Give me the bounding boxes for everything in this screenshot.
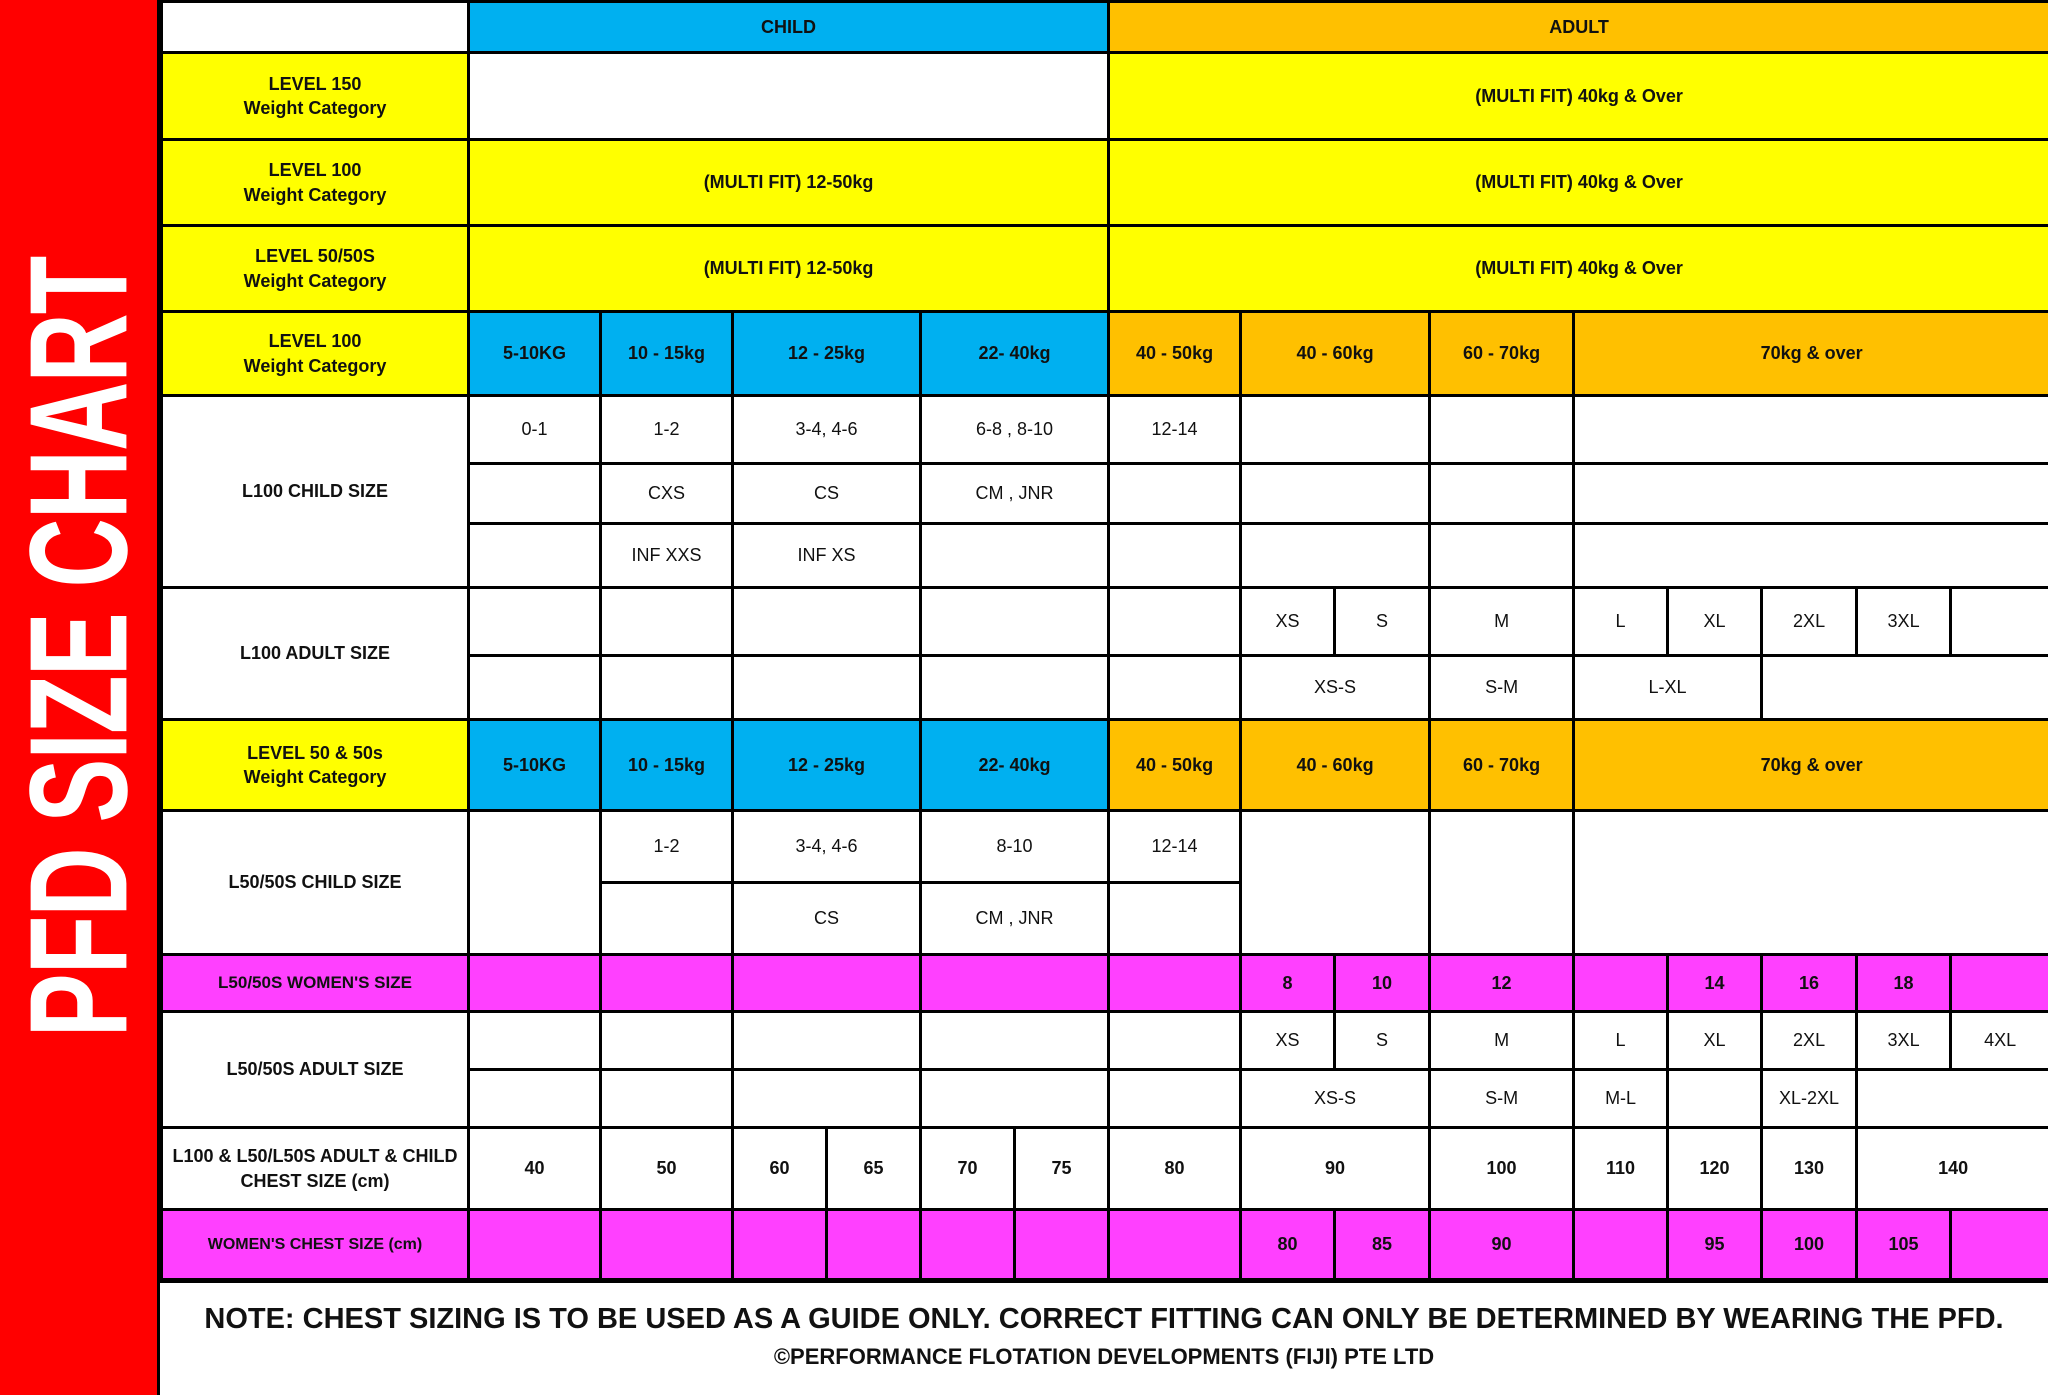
weight50-row	[162, 720, 2048, 811]
size-cell	[1109, 1070, 1241, 1128]
l100-adult-label: L100 ADULT SIZE	[162, 588, 469, 720]
weight50-label: LEVEL 50 & 50s Weight Category	[162, 720, 469, 811]
women-chest-label: WOMEN'S CHEST SIZE (cm)	[162, 1210, 469, 1280]
l50-child-row	[162, 811, 2048, 883]
size-cell	[601, 1070, 733, 1128]
size-cell: INF XS	[733, 524, 921, 588]
chest-cell: 85	[1335, 1210, 1430, 1280]
chest-cell: 90	[1430, 1210, 1574, 1280]
weight-cell: 5-10KG	[469, 720, 601, 811]
size-cell: 12-14	[1109, 811, 1241, 883]
size-cell	[1574, 396, 2048, 464]
chest-cell: 80	[1241, 1210, 1335, 1280]
size-cell	[1430, 396, 1574, 464]
weight-cell: 40 - 60kg	[1241, 720, 1430, 811]
size-cell: XS	[1241, 588, 1335, 656]
size-cell	[1241, 811, 1430, 955]
size-cell	[921, 656, 1109, 720]
size-cell	[1109, 656, 1241, 720]
size-cell: XL-2XL	[1762, 1070, 1857, 1128]
size-cell	[1574, 464, 2048, 524]
weight-cell: 60 - 70kg	[1430, 312, 1574, 396]
size-cell: 12	[1430, 955, 1574, 1012]
size-cell: S-M	[1430, 1070, 1574, 1128]
size-cell: 1-2	[601, 396, 733, 464]
size-cell	[1241, 396, 1430, 464]
size-cell	[601, 656, 733, 720]
l50-child-label: L50/50S CHILD SIZE	[162, 811, 469, 955]
size-cell: L	[1574, 588, 1668, 656]
size-cell: XS-S	[1241, 656, 1430, 720]
header-row	[162, 2, 2048, 53]
size-cell	[601, 955, 733, 1012]
size-cell: M-L	[1574, 1070, 1668, 1128]
size-cell	[1951, 588, 2048, 656]
size-cell: CS	[733, 464, 921, 524]
l100-child-label: L100 CHILD SIZE	[162, 396, 469, 588]
size-cell: L-XL	[1574, 656, 1762, 720]
weight100-label: LEVEL 100 Weight Category	[162, 312, 469, 396]
size-cell	[921, 588, 1109, 656]
size-cell: M	[1430, 1012, 1574, 1070]
women-size-label: L50/50S WOMEN'S SIZE	[162, 955, 469, 1012]
weight-cell: 40 - 60kg	[1241, 312, 1430, 396]
copyright-text: ©PERFORMANCE FLOTATION DEVELOPMENTS (FIJI) PTE LTD	[773, 1344, 1435, 1369]
size-cell	[921, 1070, 1109, 1128]
size-cell	[1951, 955, 2048, 1012]
size-cell	[1762, 656, 2048, 720]
weight-cell: 22- 40kg	[921, 312, 1109, 396]
level50-row	[162, 226, 2048, 312]
size-cell	[469, 524, 601, 588]
l50-adult-row	[162, 1012, 2048, 1070]
size-cell: 2XL	[1762, 1012, 1857, 1070]
size-cell: 6-8 , 8-10	[921, 396, 1109, 464]
l100-adult-row	[162, 588, 2048, 656]
size-cell: 3-4, 4-6	[733, 811, 921, 883]
size-cell: XS-S	[1241, 1070, 1430, 1128]
chest-cell	[827, 1210, 921, 1280]
level100-label: LEVEL 100 Weight Category	[162, 140, 469, 226]
chest-cell: 65	[827, 1128, 921, 1210]
size-cell	[469, 656, 601, 720]
size-cell	[921, 524, 1109, 588]
size-cell	[1109, 464, 1241, 524]
level100-adult: (MULTI FIT) 40kg & Over	[1109, 140, 2048, 226]
side-title: PFD SIZE CHART	[1, 256, 157, 1038]
size-cell: 8	[1241, 955, 1335, 1012]
weight-cell: 40 - 50kg	[1109, 312, 1241, 396]
size-cell: 3XL	[1857, 1012, 1951, 1070]
child-header: CHILD	[469, 2, 1109, 53]
size-cell	[1109, 524, 1241, 588]
chest-cell: 60	[733, 1128, 827, 1210]
level50-label: LEVEL 50/50S Weight Category	[162, 226, 469, 312]
size-cell: 1-2	[601, 811, 733, 883]
weight100-row	[162, 312, 2048, 396]
level150-adult: (MULTI FIT) 40kg & Over	[1109, 53, 2048, 140]
size-cell: 16	[1762, 955, 1857, 1012]
chest-cell: 105	[1857, 1210, 1951, 1280]
size-cell: 0-1	[469, 396, 601, 464]
size-cell	[601, 588, 733, 656]
chest-cell	[733, 1210, 827, 1280]
l100-child-row	[162, 396, 2048, 464]
size-chart-table	[160, 0, 2048, 1281]
level50-adult: (MULTI FIT) 40kg & Over	[1109, 226, 2048, 312]
side-banner	[0, 0, 160, 1395]
size-cell: 4XL	[1951, 1012, 2048, 1070]
size-cell: 3-4, 4-6	[733, 396, 921, 464]
size-cell	[1574, 524, 2048, 588]
chest-cell: 100	[1762, 1210, 1857, 1280]
size-cell	[1430, 811, 1574, 955]
chest-cell: 40	[469, 1128, 601, 1210]
weight-cell: 22- 40kg	[921, 720, 1109, 811]
size-cell	[469, 955, 601, 1012]
size-cell	[469, 1012, 601, 1070]
chest-cell	[469, 1210, 601, 1280]
chest-cell: 95	[1668, 1210, 1762, 1280]
size-cell: XL	[1668, 1012, 1762, 1070]
size-cell: 3XL	[1857, 588, 1951, 656]
size-cell: CM , JNR	[921, 883, 1109, 955]
chest-cell	[921, 1210, 1015, 1280]
size-cell	[921, 1012, 1109, 1070]
size-cell	[601, 883, 733, 955]
level150-label: LEVEL 150 Weight Category	[162, 53, 469, 140]
chest-cell	[1015, 1210, 1109, 1280]
weight-cell: 40 - 50kg	[1109, 720, 1241, 811]
size-cell	[1109, 883, 1241, 955]
size-cell: 8-10	[921, 811, 1109, 883]
size-cell	[469, 811, 601, 955]
size-cell: 12-14	[1109, 396, 1241, 464]
women-size-row	[162, 955, 2048, 1012]
weight-cell: 70kg & over	[1574, 720, 2048, 811]
size-cell: CM , JNR	[921, 464, 1109, 524]
size-cell	[1430, 524, 1574, 588]
size-cell: 18	[1857, 955, 1951, 1012]
chest-size-label: L100 & L50/L50S ADULT & CHILD CHEST SIZE (cm)	[162, 1128, 469, 1210]
chest-cell	[1109, 1210, 1241, 1280]
note-text: NOTE: CHEST SIZING IS TO BE USED AS A GUIDE ONLY. CORRECT FITTING CAN ONLY BE DETERMINED BY WEARING THE PFD.	[204, 1303, 2004, 1335]
size-cell	[1109, 588, 1241, 656]
chest-cell: 50	[601, 1128, 733, 1210]
size-cell	[733, 955, 921, 1012]
size-cell: L	[1574, 1012, 1668, 1070]
header-blank	[162, 2, 469, 53]
size-cell	[601, 1012, 733, 1070]
chest-cell: 100	[1430, 1128, 1574, 1210]
weight-cell: 70kg & over	[1574, 312, 2048, 396]
chest-cell: 70	[921, 1128, 1015, 1210]
size-cell: XS	[1241, 1012, 1335, 1070]
weight-cell: 12 - 25kg	[733, 720, 921, 811]
level100-row	[162, 140, 2048, 226]
chest-cell	[1951, 1210, 2048, 1280]
weight-cell: 12 - 25kg	[733, 312, 921, 396]
size-cell: S	[1335, 1012, 1430, 1070]
women-chest-row	[162, 1210, 2048, 1280]
adult-header: ADULT	[1109, 2, 2048, 53]
size-cell	[733, 1012, 921, 1070]
size-cell	[1857, 1070, 2048, 1128]
l50-adult-label: L50/50S ADULT SIZE	[162, 1012, 469, 1128]
size-cell: 14	[1668, 955, 1762, 1012]
chest-cell: 110	[1574, 1128, 1668, 1210]
size-cell	[733, 656, 921, 720]
size-cell	[1241, 464, 1430, 524]
chest-cell: 140	[1857, 1128, 2048, 1210]
size-cell: S-M	[1430, 656, 1574, 720]
chest-cell: 120	[1668, 1128, 1762, 1210]
size-cell: CS	[733, 883, 921, 955]
chest-cell: 130	[1762, 1128, 1857, 1210]
size-cell	[469, 588, 601, 656]
size-cell	[1668, 1070, 1762, 1128]
size-cell	[733, 588, 921, 656]
size-cell	[921, 955, 1109, 1012]
size-cell	[1574, 811, 2048, 955]
chest-cell	[601, 1210, 733, 1280]
size-cell	[469, 464, 601, 524]
weight-cell: 5-10KG	[469, 312, 601, 396]
level150-row	[162, 53, 2048, 140]
chest-cell: 90	[1241, 1128, 1430, 1210]
chest-size-row	[162, 1128, 2048, 1210]
chest-cell: 75	[1015, 1128, 1109, 1210]
size-cell: CXS	[601, 464, 733, 524]
size-cell	[733, 1070, 921, 1128]
chest-cell	[1574, 1210, 1668, 1280]
level100-child: (MULTI FIT) 12-50kg	[469, 140, 1109, 226]
weight-cell: 60 - 70kg	[1430, 720, 1574, 811]
size-cell	[1109, 955, 1241, 1012]
size-cell	[1574, 955, 1668, 1012]
size-cell: INF XXS	[601, 524, 733, 588]
size-cell: M	[1430, 588, 1574, 656]
size-cell: 10	[1335, 955, 1430, 1012]
level50-child: (MULTI FIT) 12-50kg	[469, 226, 1109, 312]
size-cell	[469, 1070, 601, 1128]
size-cell	[1430, 464, 1574, 524]
weight-cell: 10 - 15kg	[601, 720, 733, 811]
footer-note	[160, 1280, 2048, 1395]
level150-child	[469, 53, 1109, 140]
weight-cell: 10 - 15kg	[601, 312, 733, 396]
size-cell	[1109, 1012, 1241, 1070]
chest-cell: 80	[1109, 1128, 1241, 1210]
size-cell: 2XL	[1762, 588, 1857, 656]
size-cell: S	[1335, 588, 1430, 656]
size-cell	[1241, 524, 1430, 588]
size-cell: XL	[1668, 588, 1762, 656]
